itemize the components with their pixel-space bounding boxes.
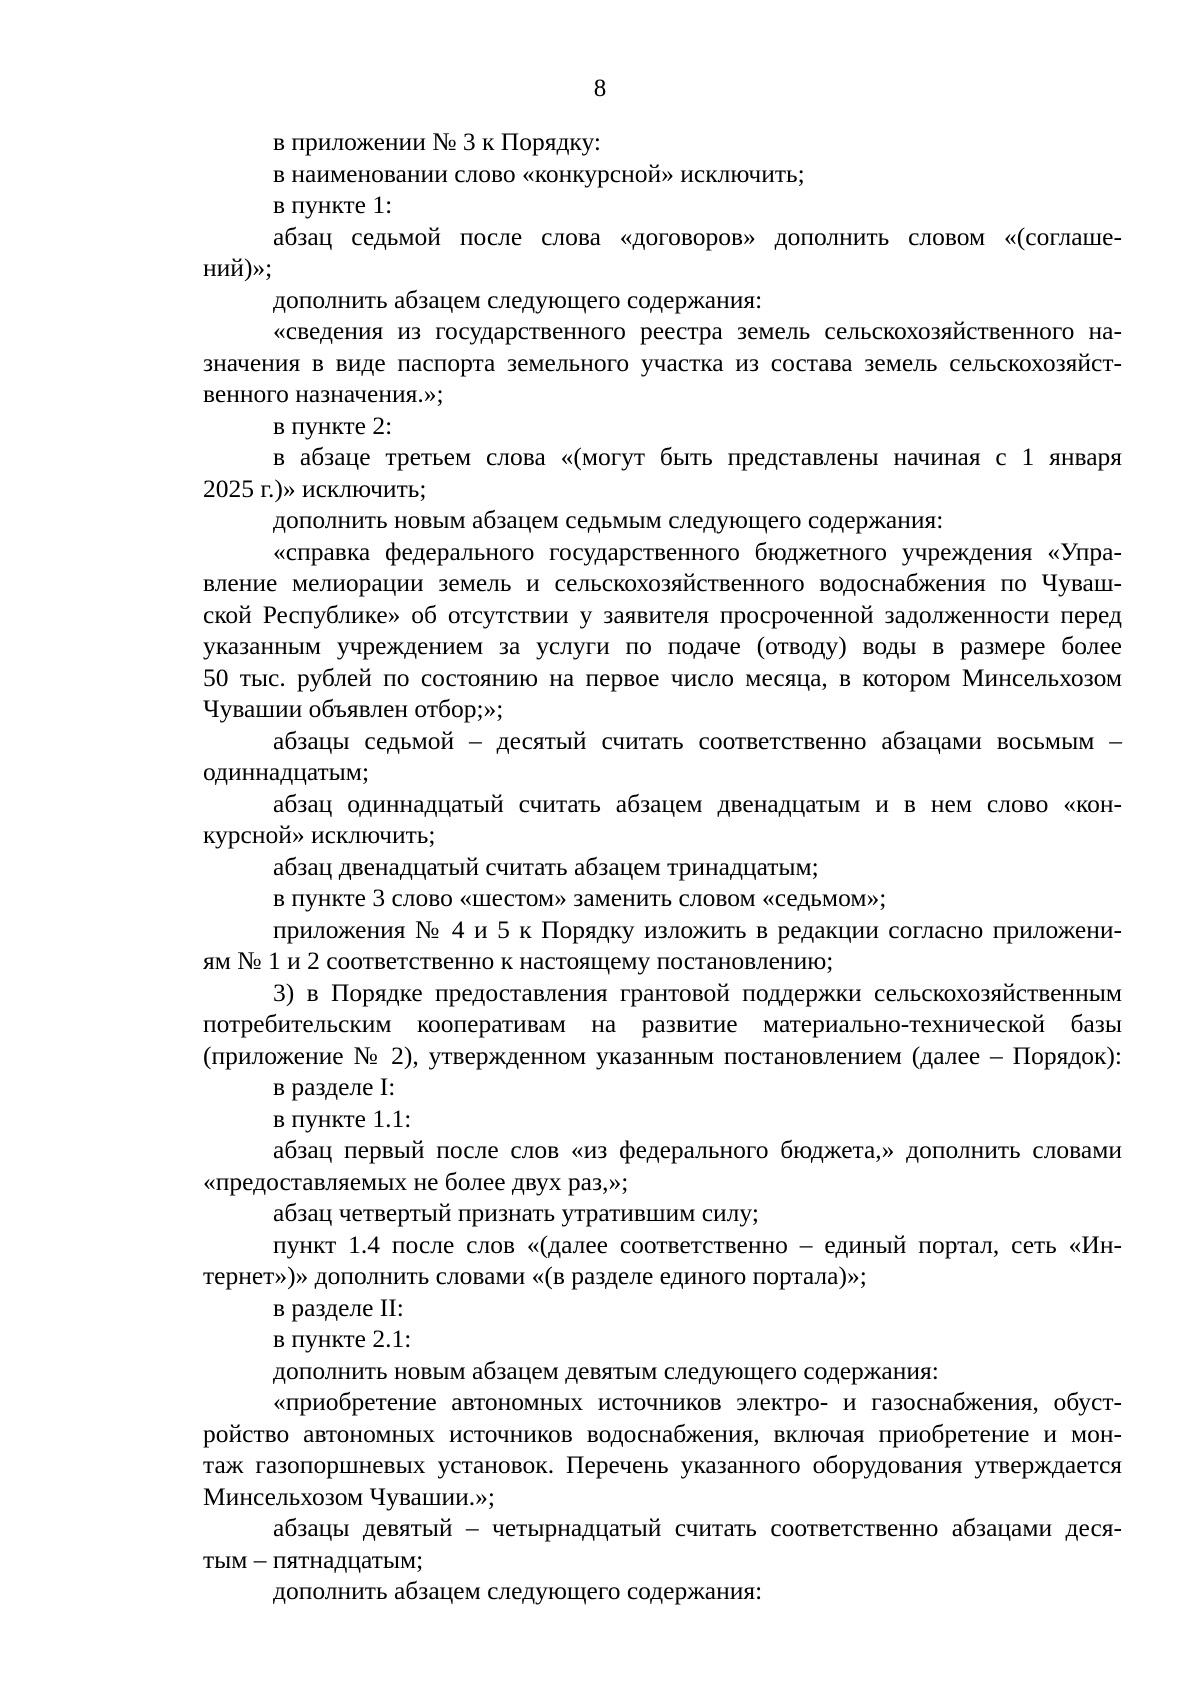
text-line: значения в виде паспорта земельного участка из состава земель сельскохозяйст- [203, 347, 1122, 377]
text-line: абзац одиннадцатый считать абзацем двенадцатым и в нем слово «кон- [273, 788, 1122, 818]
text-line: в пункте 2.1: [273, 1324, 412, 1353]
text-line: «сведения из государственного реестра земель сельскохозяйственного на- [273, 316, 1122, 345]
text-line: 50 тыс. рублей по состоянию на первое число месяца, в котором Минсельхозом [203, 662, 1122, 692]
text-line: потребительским кооперативам на развитие материально-технической базы [203, 1009, 1122, 1038]
text-line: пункт 1.4 после слов «(далее соответственно – единый портал, сеть «Ин- [273, 1229, 1122, 1259]
text-line: в разделе I: [273, 1072, 396, 1101]
text-line: в пункте 1: [273, 190, 393, 219]
text-line: абзацы девятый – четырнадцатый считать соответственно абзацами деся- [273, 1513, 1122, 1542]
text-line: ний)»; [203, 253, 273, 282]
text-line: в наименовании слово «конкурсной» исключить; [273, 158, 805, 188]
text-line: Минсельхозом Чувашии.»; [203, 1481, 495, 1511]
document-body [203, 126, 1122, 1607]
page-number: 8 [593, 75, 607, 102]
text-line: абзац четвертый признать утратившим силу; [273, 1198, 759, 1227]
text-line: в пункте 2: [273, 410, 393, 440]
text-line: абзац первый после слов «из федерального бюджета,» дополнить словами [273, 1135, 1122, 1164]
text-line: «предоставляемых не более двух раз,»; [203, 1166, 629, 1196]
text-line: тым – пятнадцатым; [203, 1544, 424, 1574]
text-line: абзацы седьмой – десятый считать соответственно абзацами восьмым – [273, 725, 1122, 755]
text-line: (приложение № 2), утвержденном указанным постановлением (далее – Порядок): [203, 1040, 1122, 1070]
text-line: дополнить новым абзацем девятым следующего содержания: [273, 1355, 939, 1385]
text-line: одиннадцатым; [203, 757, 370, 786]
text-line: ройство автономных источников водоснабжения, включая приобретение и мон- [203, 1418, 1122, 1448]
text-line: ям № 1 и 2 соответственно к настоящему постановлению; [203, 946, 834, 975]
text-line: таж газопоршневых установок. Перечень указанного оборудования утверждается [203, 1450, 1122, 1479]
text-line: тернет»)» дополнить словами «(в разделе единого портала)»; [203, 1261, 867, 1290]
text-line: 2025 г.)» исключить; [203, 473, 427, 503]
text-line: в абзаце третьем слова «(могут быть представлены начиная с 1 января [273, 442, 1122, 471]
text-line: «справка федерального государственного бюджетного учреждения «Упра- [273, 536, 1122, 566]
text-line: в пункте 1.1: [273, 1103, 412, 1133]
text-line: в разделе II: [273, 1292, 404, 1322]
text-line: Чувашии объявлен отбор;»; [203, 694, 504, 723]
text-line: абзац двенадцатый считать абзацем тринадцатым; [273, 851, 819, 881]
text-line: абзац седьмой после слова «договоров» дополнить словом «(соглаше- [273, 221, 1122, 251]
text-line: в приложении № 3 к Порядку: [273, 127, 601, 156]
text-line: «приобретение автономных источников электро- и газоснабжения, обуст- [273, 1387, 1122, 1416]
text-line: приложения № 4 и 5 к Порядку изложить в редакции согласно приложени- [273, 914, 1122, 944]
text-line: ской Республике» об отсутствии у заявителя просроченной задолженности перед [203, 599, 1122, 629]
text-line: дополнить абзацем следующего содержания: [273, 284, 763, 314]
text-line: в пункте 3 слово «шестом» заменить словом «седьмом»; [273, 883, 887, 912]
text-line: указанным учреждением за услуги по подаче (отводу) воды в размере более [203, 631, 1122, 660]
text-line: 3) в Порядке предоставления грантовой поддержки сельскохозяйственным [273, 977, 1122, 1007]
text-line: курсной» исключить; [203, 820, 436, 849]
text-line: венного назначения.»; [203, 379, 444, 408]
text-line: дополнить новым абзацем седьмым следующего содержания: [273, 505, 944, 534]
text-line: вление мелиорации земель и сельскохозяйственного водоснабжения по Чуваш- [203, 568, 1122, 597]
text-line: дополнить абзацем следующего содержания: [273, 1576, 763, 1605]
